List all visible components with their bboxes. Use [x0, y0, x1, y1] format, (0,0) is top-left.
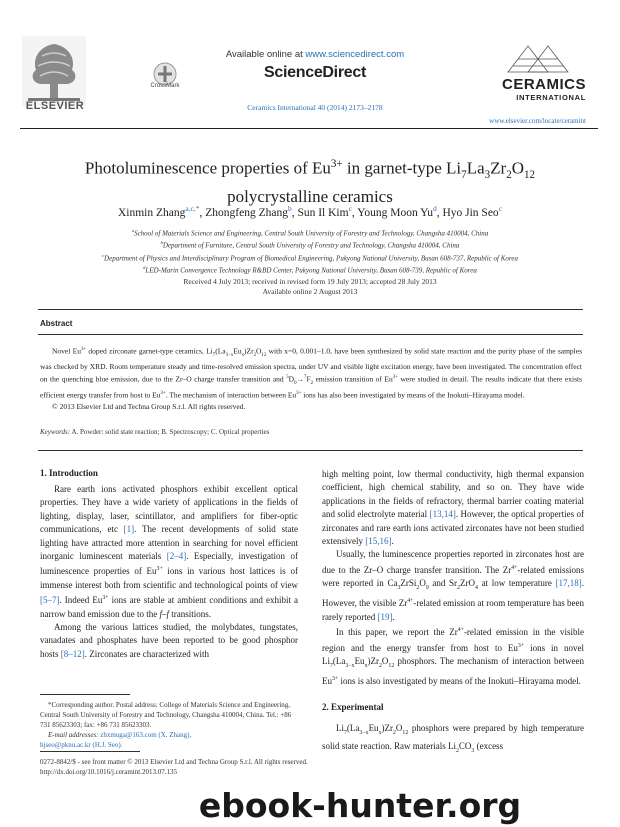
left-column-body [40, 483, 298, 661]
paragraph: Usually, the luminescence properties reported in zirconates host are due to the Zr–O charge transfer transition. The $Zr^{4+}$-related emissions were reported in $Ca_3ZrSi_2O_9$ and $Sr_2ZrO_4$ at low temperature [17,18]. However, the visible $Zr^{4+}$-related emission at room temperature has been rarely reported [19]. [322, 549, 585, 622]
watermark-text: ebook-hunter.org [198, 786, 522, 825]
abstract-top-divider [38, 309, 583, 310]
citation-link[interactable]: [8–12] [60, 648, 85, 659]
citation-link[interactable]: [17,18] [555, 578, 582, 589]
issn-divider [40, 751, 140, 752]
affiliation-mark: a [131, 228, 135, 233]
elsevier-tree-logo [22, 36, 86, 106]
citation-link[interactable]: [1] [123, 524, 135, 535]
author-name[interactable]: Sun Il Kim [297, 206, 349, 219]
affiliation-text: LED-Marin Convergence Technology R&BD Center, Pukyong National University, Busan 608-739, Republic of Korea [145, 266, 477, 275]
online-date: Available online 2 August 2013 [262, 287, 358, 296]
author-affiliation-mark[interactable]: d [432, 204, 437, 213]
journal-homepage-link[interactable]: www.elsevier.com/locate/ceramint [489, 117, 586, 125]
affiliation-item [30, 238, 590, 250]
author-name[interactable]: Zhongfeng Zhang [205, 206, 288, 219]
paragraph: In this paper, we report the $Zr^{4+}$-related emission in the visible region and the energy transfer from host to $Eu^{3+}$ ions in novel $Li_7(La_{3-x}Eu_x)Zr_2O_{12}$ phosphors. The mechanism of interaction between $Eu^{3+}$ ions is also investigated by means of the Inokuti–Hirayama model. [322, 627, 584, 687]
email-label: E-mail addresses: [48, 731, 101, 739]
section-heading-introduction: 1. Introduction [40, 468, 98, 478]
affiliation-mark: b [160, 240, 163, 246]
affiliation-item [30, 226, 590, 238]
abstract-heading-divider [38, 334, 583, 335]
affiliation-item [30, 251, 590, 263]
issn-line: 0272-8842/$ - see front matter © 2013 Elsevier Ltd and Techna Group S.r.l. All rights reserved. [40, 758, 308, 766]
issn-block [40, 757, 440, 777]
journal-logo-subtitle: INTERNATIONAL [516, 93, 586, 102]
affiliation-text: School of Materials Science and Engineering, Central South University of Forestry and Technology, Changsha 410004, China [134, 229, 489, 238]
journal-reference[interactable]: Ceramics International 40 (2014) 2173–2178 [247, 103, 383, 112]
corresponding-author-note: *Corresponding author. Postal address: College of Materials Science and Engineering, Central South University of Forestry and Technology, Changsha 410004, China. Tel.: +86 731 85623303; fax: +86 731 85623303. [40, 701, 292, 729]
available-prefix: Available online at [225, 49, 306, 60]
affiliation-text: Department of Furniture, Central South University of Forestry and Technology, Changsha 410004, China [162, 241, 460, 250]
paragraph: high melting point, low thermal conductivity, high thermal expansion coefficient, high chemical stability, and so on. They have wide applications in the fields of refractory, thermal barrier coating material and solid electrolyte material [13,14]. However, the optical properties of zirconates and rare earth ions activated zirconates have not been studied extensively [15,16]. [322, 469, 584, 547]
crossmark-label: CrossMark [150, 83, 180, 89]
affiliation-mark: d [143, 264, 146, 270]
affiliation-item [30, 263, 590, 275]
keywords [40, 428, 580, 436]
abstract-bottom-divider [38, 450, 583, 451]
author-affiliation-mark[interactable]: a,c,* [185, 204, 200, 213]
crossmark-icon[interactable] [150, 56, 180, 96]
citation-link[interactable]: [13,14] [429, 509, 456, 520]
author-affiliation-mark[interactable]: c [348, 204, 352, 213]
author-name[interactable]: Young Moon Yu [357, 206, 433, 219]
article-history [30, 277, 590, 297]
section-heading-experimental: 2. Experimental [322, 702, 384, 712]
paragraph: $Li_7(La_{3-x}Eu_x)Zr_2O_{12}$ phosphors were prepared by high temperature solid state reaction. Raw materials $Li_2CO_3$ (excess [322, 723, 584, 754]
citation-link[interactable]: [15,16] [365, 536, 392, 547]
header-divider [20, 128, 598, 129]
sciencedirect-link[interactable]: www.sciencedirect.com [305, 49, 405, 60]
keywords-list: A. Powder: solid state reaction; B. Spectroscopy; C. Optical properties [70, 428, 270, 436]
received-dates: Received 4 July 2013; received in revised form 19 July 2013; accepted 28 July 2013 [183, 277, 437, 286]
sciencedirect-logo[interactable]: ScienceDirect [264, 64, 366, 81]
publisher-name: ELSEVIER [25, 100, 85, 112]
affiliation-list [30, 226, 590, 275]
copyright-line: © 2013 Elsevier Ltd and Techna Group S.r.l. All rights reserved. [52, 401, 246, 411]
citation-link[interactable]: [5–7] [40, 595, 60, 606]
footnote-divider [40, 694, 130, 695]
paragraph: Among the various lattices studied, the molybdates, tungstates, vanadates and phosphates have been reported to be good phosphor hosts [8–12]. Zirconates are characterized with [40, 622, 298, 659]
journal-logo-title: CERAMICS [501, 76, 586, 93]
ceramics-journal-logo [498, 42, 580, 76]
author-affiliation-mark[interactable]: c [498, 204, 503, 213]
title-line-2: polycrystalline ceramics [227, 187, 393, 207]
abstract-heading: Abstract [40, 319, 73, 328]
affiliation-text: Department of Physics and Interdisciplinary Program of Biomedical Engineering, Pukyong National University, Busan 608-737, Republic of Korea [104, 253, 518, 262]
experimental-body [322, 722, 584, 758]
email-link[interactable]: hjseo@pknu.ac.kr (H.J. Seo). [40, 741, 123, 749]
email-link[interactable]: zhxmuga@163.com (X. Zhang), [100, 731, 192, 739]
citation-link[interactable]: [19] [377, 611, 393, 622]
paragraph: Rare earth ions activated phosphors exhibit excellent optical properties. They have a wide variety of applications in the fields of lighting, display, laser, scintillator, and amplifiers for fiber-optic communications, etc [1]. The recent developments of solid state lighting have attracted more attention in searching for novel efficient inorganic luminescent materials [2–4]. Especially, investigation of luminescence properties of $Eu^{3+}$ ions in various host lattices is of immense interest both from scientific and technological points of view [5–7]. Indeed $Eu^{3+}$ ions are stable at ambient conditions and exhibit a narrow band emission due to the f–f transitions. [40, 484, 299, 619]
article-title: Photoluminescence properties of $Eu^{3+}$ in garnet-type $Li_7La_3Zr_2O_{12}$ polycrystalline ceramics [84, 158, 536, 207]
author-list: Xinmin Zhang$^{a,c,*}$, Zhongfeng Zhang$^b$, Sun Il Kim$^c$, Young Moon Yu$^d$, Hyo Jin Seo$^c$ [117, 204, 503, 219]
title-part: in garnet-type Li [342, 158, 462, 178]
author-name[interactable]: Xinmin Zhang [117, 206, 186, 219]
keywords-label: Keywords: [40, 428, 71, 436]
citation-link[interactable]: [2–4] [166, 551, 187, 562]
title-part: Photoluminescence properties of Eu [84, 158, 331, 178]
author-name[interactable]: Hyo Jin Seo [442, 206, 499, 219]
abstract-paragraph: Novel $Eu^{3+}$ doped zirconate garnet-type ceramics, $Li_7(La_{3-x}Eu_x)Zr_2O_{12}$ with x=0, 0.001–1.0, have been synthesized by solid state reaction and the purity phase of the samples was checked by XRD. Room temperature steady and time-resolved emission spectra, under UV and visible light excitation energy, have been investigated. The concentration effect on the quenching blue emission, due to the Zr–O charge transfer transition and $^5D_0\to^7F_2$ emission transition of $Eu^{3+}$ were studied in detail. The results indicate that there exists efficient energy transfer from host to $Eu^{3+}$. The mechanism of interaction between $Eu^{3+}$ ions has also been investigated by means of the Inokuti–Hirayama model. [40, 346, 582, 400]
abstract-body [40, 345, 582, 412]
available-online-line [215, 49, 415, 60]
affiliation-mark: c [102, 252, 105, 258]
author-affiliation-mark[interactable]: b [287, 204, 292, 213]
footnote [40, 700, 298, 750]
right-column-body [322, 468, 584, 689]
doi-link[interactable]: http://dx.doi.org/10.1016/j.ceramint.2013.07.135 [40, 768, 177, 776]
